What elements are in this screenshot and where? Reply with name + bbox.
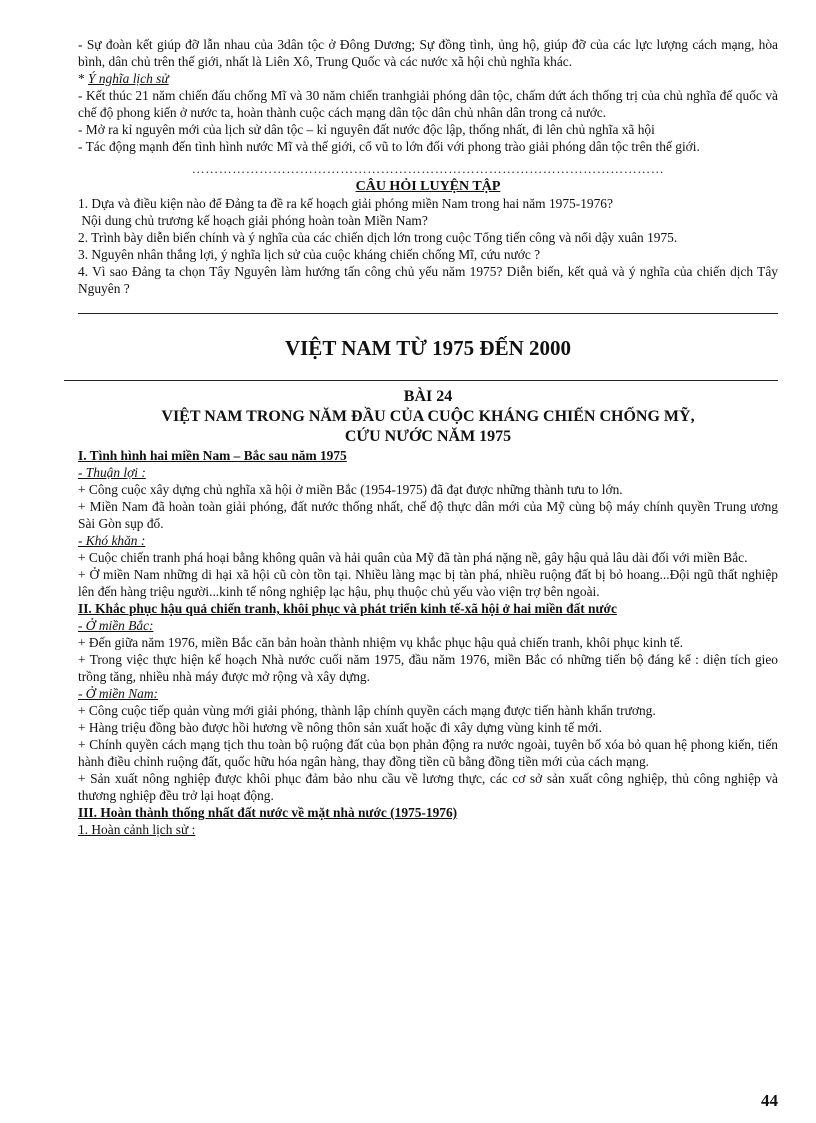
paragraph: - Mở ra kỉ nguyên mới của lịch sử dân tộc – kỉ nguyên đất nước độc lập, thống nhất, đi lên chủ nghĩa xã hội <box>78 122 655 137</box>
review-title: CÂU HỎI LUYỆN TẬP <box>355 179 501 194</box>
review-question: 3. Nguyên nhân thắng lợi, ý nghĩa lịch sử của cuộc kháng chiến chống Mĩ, cứu nước ? <box>78 247 541 262</box>
paragraph: + Miền Nam đã hoàn toàn giải phóng, đất nước thống nhất, chế độ thực dân mới của Mỹ cùng bộ máy chính quyền Trung ương Sài Gòn sụp đổ. <box>78 499 778 531</box>
section-heading: II. Khắc phục hậu quả chiến tranh, khôi phục và phát triển kinh tế-xã hội ở hai miền đất nước <box>78 601 617 616</box>
subheading: - Khó khăn : <box>78 533 146 548</box>
paragraph: - Tác động mạnh đến tình hình nước Mĩ và thế giới, cổ vũ to lớn đối với phong trào giải phóng dân tộc trên thế giới. <box>78 139 700 154</box>
heading-text: Ý nghĩa lịch sử <box>88 71 169 86</box>
paragraph: + Ở miền Nam những di hại xã hội cũ còn tồn tại. Nhiều làng mạc bị tàn phá, nhiều ruộng đất bị bỏ hoang...Đội ngũ thất nghiệp lên đến hàng triệu người...kinh tế nông nghiệp lạc hậu, phụ thuộc chủ yếu vào viện trợ bên ngoài. <box>78 567 778 599</box>
paragraph: + Sản xuất nông nghiệp được khôi phục đảm bảo nhu cầu về lương thực, các cơ sở sản xuất công nghiệp, thủ công nghiệp và thương nghiệp đều trở lại hoạt động. <box>78 771 778 803</box>
subheading: - Thuận lợi : <box>78 465 146 480</box>
section-heading: III. Hoàn thành thống nhất đất nước về mặt nhà nước (1975-1976) <box>78 805 458 820</box>
heading-prefix: * <box>78 71 89 86</box>
section-heading: I. Tình hình hai miền Nam – Bắc sau năm 1975 <box>78 448 347 463</box>
lesson-number: BÀI 24 <box>403 388 453 405</box>
paragraph: + Công cuộc xây dựng chủ nghĩa xã hội ở miền Bắc (1954-1975) đã đạt được những thành tưu to lớn. <box>78 482 623 497</box>
paragraph: + Chính quyền cách mạng tịch thu toàn bộ ruộng đất của bọn phản động ra nước ngoài, tuyên bố xóa bỏ quan hệ phong kiến, tiến hành điều chỉnh ruộng đất, quốc hữu hóa ngân hàng, thay đồng tiền cũ bằng đồng tiền mới của cách mạng. <box>78 737 778 769</box>
review-question: 4. Vì sao Đảng ta chọn Tây Nguyên làm hướng tấn công chủ yếu năm 1975? Diễn biến, kết quả và ý nghĩa của chiến dịch Tây Nguyên ? <box>78 264 778 296</box>
paragraph: + Công cuộc tiếp quản vùng mới giải phóng, thành lập chính quyền cách mạng được tiến hành khẩn trương. <box>78 703 656 718</box>
paragraph: + Trong việc thực hiện kế hoạch Nhà nước cuối năm 1975, đầu năm 1976, miền Bắc có những tiến bộ đáng kể : diện tích gieo trồng tăng, nhiều nhà máy được mở rộng và xây dựng. <box>78 652 778 684</box>
divider <box>78 313 778 314</box>
review-question: 2. Trình bày diễn biến chính và ý nghĩa của các chiến dịch lớn trong cuộc Tổng tiến công và nổi dậy xuân 1975. <box>78 230 678 245</box>
dotted-separator: …………………………………………………………………………………………… <box>191 161 665 176</box>
subheading: - Ở miền Bắc: <box>78 618 154 633</box>
subheading: - Ở miền Nam: <box>78 686 158 701</box>
paragraph: + Cuộc chiến tranh phá hoại bằng không quân và hải quân của Mỹ đã tàn phá nặng nề, gây hậu quả lâu dài đối với miền Bắc. <box>78 550 748 565</box>
chapter-title: VIỆT NAM TỪ 1975 ĐẾN 2000 <box>284 336 572 360</box>
review-question: 1. Dựa và điều kiện nào để Đảng ta đề ra kế hoạch giải phóng miền Nam trong hai năm 1975-1976? <box>78 196 613 211</box>
heading-historical-significance <box>78 70 778 87</box>
document-page <box>78 36 778 838</box>
page-number: 44 <box>761 1091 778 1110</box>
divider <box>64 380 778 381</box>
lesson-title-line2: CỨU NƯỚC NĂM 1975 <box>344 428 512 445</box>
review-question: Nội dung chủ trương kế hoạch giải phóng hoàn toàn Miền Nam? <box>78 213 428 228</box>
paragraph: + Đến giữa năm 1976, miền Bắc căn bản hoàn thành nhiệm vụ khắc phục hậu quả chiến tranh, khôi phục kinh tế. <box>78 635 683 650</box>
paragraph: - Kết thúc 21 năm chiến đấu chống Mĩ và 30 năm chiến tranhgiải phóng dân tộc, chấm dứt ách thống trị của chủ nghĩa đế quốc và chế độ phong kiến ở nước ta, hoàn thành cuộc cách mạng dân tộc dân chủ nhân dân trong cả nước. <box>78 88 778 120</box>
paragraph: - Sự đoàn kết giúp đỡ lẫn nhau của 3dân tộc ở Đông Dương; Sự đồng tình, ủng hộ, giúp đỡ của các lực lượng cách mạng, hòa bình, dân chủ trên thế giới, nhất là Liên Xô, Trung Quốc và các nước xã hội chủ nghĩa khác. <box>78 37 778 69</box>
subheading: 1. Hoàn cảnh lịch sử : <box>78 822 196 837</box>
paragraph: + Hàng triệu đồng bào được hồi hương về nông thôn sản xuất hoặc đi xây dựng vùng kinh tế mới. <box>78 720 602 735</box>
lesson-title-line1: VIỆT NAM TRONG NĂM ĐẦU CỦA CUỘC KHÁNG CHIẾN CHỐNG MỸ, <box>161 408 695 425</box>
